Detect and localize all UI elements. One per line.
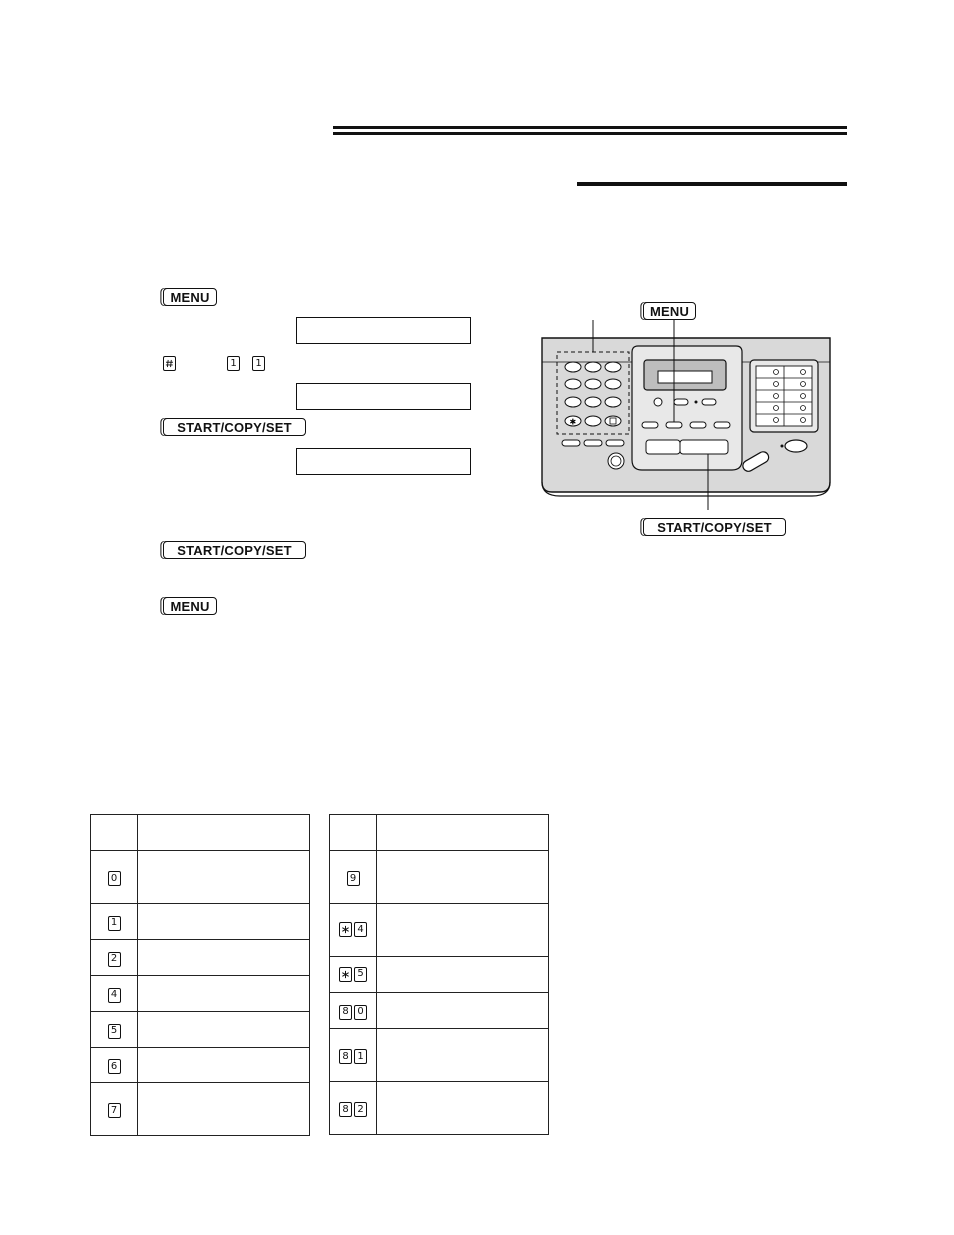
table-header-row (330, 815, 549, 851)
display-box-2 (296, 383, 471, 410)
code-table-right (329, 814, 549, 1135)
start-copy-set-key-step3 (163, 418, 306, 436)
code-key: 4 (354, 922, 367, 937)
table-row (330, 851, 549, 904)
table-row (330, 904, 549, 957)
star-icon (341, 925, 350, 934)
star-icon (341, 970, 350, 979)
menu-key-step5 (163, 597, 217, 615)
table-row (91, 851, 310, 904)
start-copy-set-key-label: START/COPY/SET (177, 419, 292, 435)
start-copy-set-key-step4 (163, 541, 306, 559)
table-row (91, 940, 310, 976)
code-key: 1 (354, 1049, 367, 1064)
code-key: 5 (354, 967, 367, 982)
svg-text:✱: ✱ (569, 417, 577, 427)
table-row (91, 1048, 310, 1083)
menu-key-label: MENU (170, 598, 210, 614)
code-key: 9 (347, 871, 360, 886)
header-double-rule-bottom (333, 132, 847, 135)
table-row (91, 1083, 310, 1136)
code-key: 8 (339, 1049, 352, 1064)
star-key (339, 967, 352, 982)
start-copy-set-key-label: START/COPY/SET (177, 542, 292, 558)
fax-start-button (680, 440, 728, 454)
code-key: 4 (108, 988, 121, 1003)
hash-key (163, 356, 176, 371)
code-key: 8 (339, 1102, 352, 1117)
code-key: 8 (339, 1005, 352, 1020)
star-key (339, 922, 352, 937)
code-key: 6 (108, 1059, 121, 1074)
table-row (330, 1029, 549, 1082)
table-row (91, 1012, 310, 1048)
table-row (91, 976, 310, 1012)
diagram-menu-label: MENU (643, 302, 696, 320)
digit-key-1a: 1 (227, 356, 240, 371)
code-key: 2 (108, 952, 121, 967)
code-key: 7 (108, 1103, 121, 1118)
code-key: 5 (108, 1024, 121, 1039)
code-key: 1 (108, 916, 121, 931)
digit-key-1b: 1 (252, 356, 265, 371)
display-box-1 (296, 317, 471, 344)
menu-key-label: MENU (170, 289, 210, 305)
table-row (330, 1082, 549, 1135)
table-row (91, 904, 310, 940)
fax-machine-diagram (520, 300, 850, 510)
code-key: 0 (354, 1005, 367, 1020)
header-double-rule-top (333, 126, 847, 129)
table-row (330, 993, 549, 1029)
diagram-start-copy-set-label: START/COPY/SET (643, 518, 786, 536)
code-key: 0 (108, 871, 121, 886)
table-header-row (91, 815, 310, 851)
code-table-left (90, 814, 310, 1136)
table-row (330, 957, 549, 993)
section-rule (577, 182, 847, 186)
menu-key-step1 (163, 288, 217, 306)
hash-icon (165, 359, 174, 368)
display-box-3 (296, 448, 471, 475)
code-key: 2 (354, 1102, 367, 1117)
fax-menu-button (666, 422, 682, 428)
